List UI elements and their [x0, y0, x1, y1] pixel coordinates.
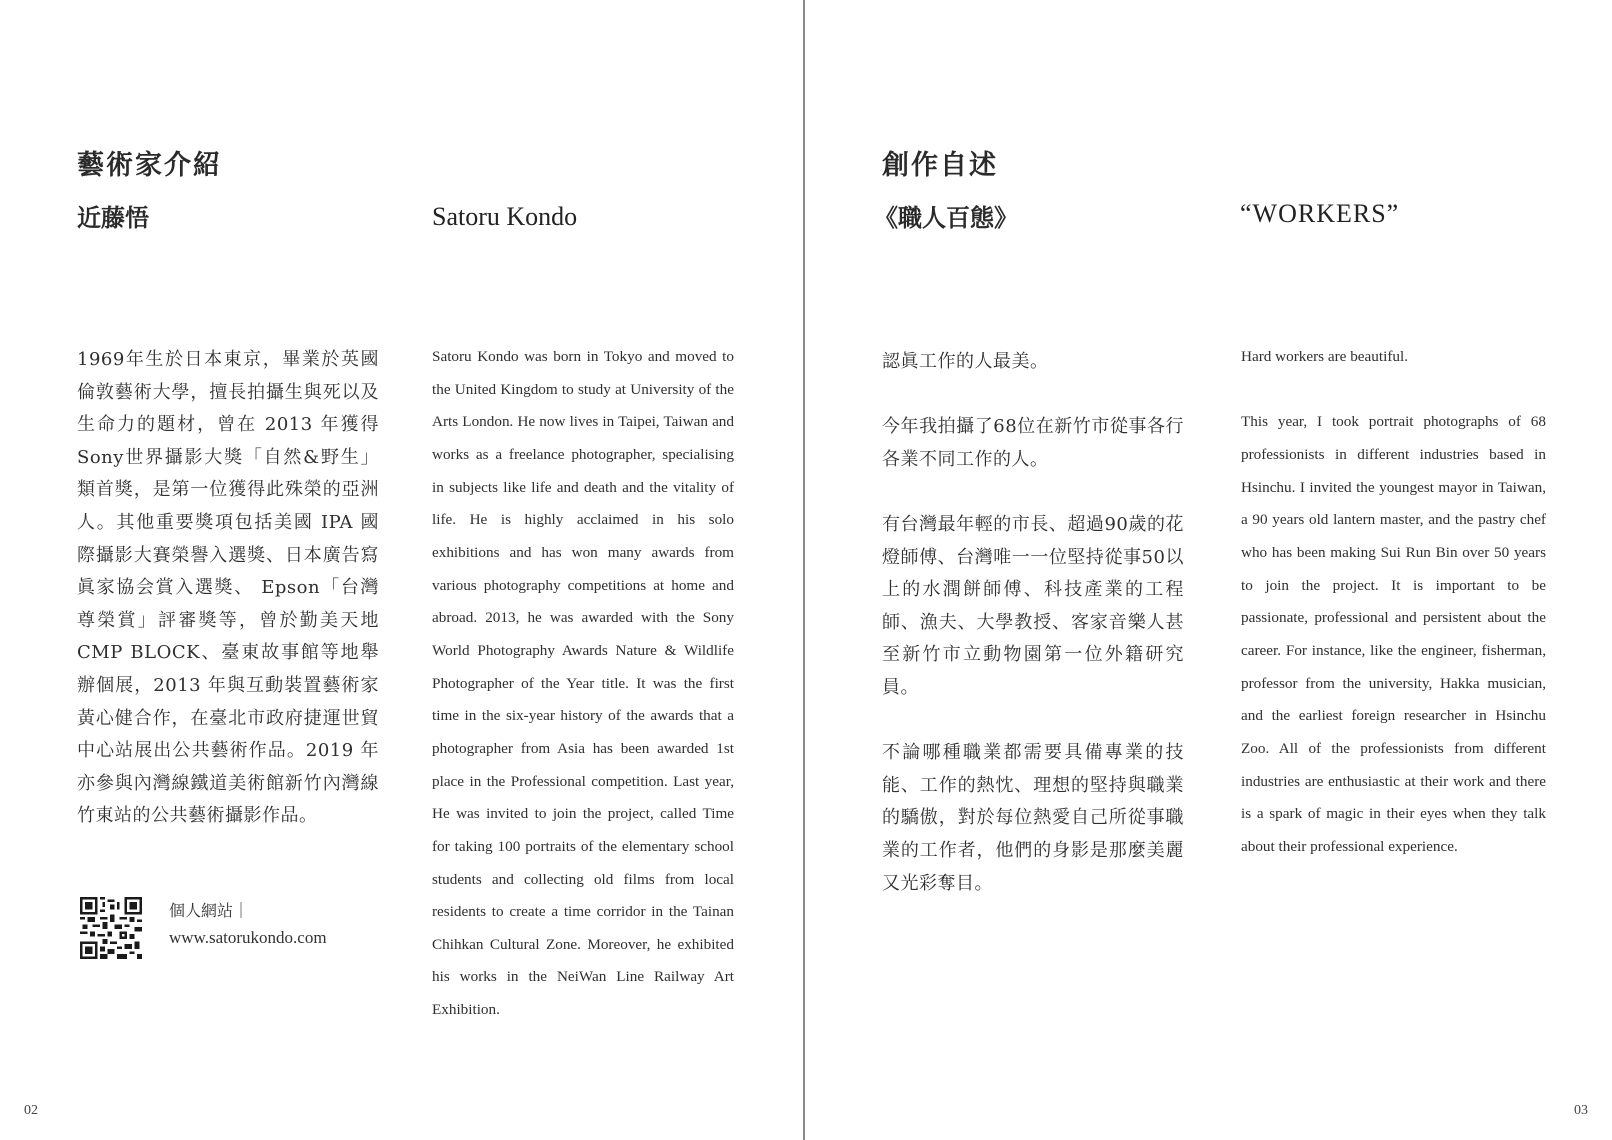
qr-code-icon[interactable]	[80, 897, 142, 959]
statement-zh	[882, 346, 1184, 900]
statement-en-paragraph: This year, I took portrait photographs of 68 professionists in different industries based in Hsinchu. I invited the youngest mayor in Taiwan, a 90 years old lantern master, and the pastry chef who has been making Sui Run Bin over 50 years to join the project. It is important to be passionate, professional and persistent about the career. For instance, like the engineer, fisherman, professor from the university, Hakka musician, and the earliest foreign researcher in Hsinchu Zoo. All of the professionists from different industries are enthusiastic at their work and there is a spark of magic in their eyes when they talk about their professional experience.	[1241, 413, 1546, 855]
artist-name-zh: 近藤悟	[77, 203, 149, 232]
section-title-statement: 創作自述	[882, 150, 998, 181]
statement-zh-paragraph: 今年我拍攝了68位在新竹市從事各行各業不同工作的人。	[882, 416, 1184, 470]
page-number-right: 03	[1574, 1103, 1588, 1118]
work-title-zh: 《職人百態》	[874, 203, 1018, 232]
work-title-en: “WORKERS”	[1240, 199, 1400, 228]
page-number-left: 02	[24, 1103, 38, 1118]
statement-zh-paragraph: 不論哪種職業都需要具備專業的技能、工作的熱忱、理想的堅持與職業的驕傲，對於每位熱愛自己所從事職業的工作者，他們的身影是那麼美麗又光彩奪目。	[882, 742, 1184, 894]
statement-en-paragraph: Hard workers are beautiful.	[1241, 348, 1408, 365]
page-spine	[803, 0, 805, 1140]
website-label: 個人網站｜	[169, 901, 250, 920]
statement-zh-paragraph: 認眞工作的人最美。	[882, 351, 1049, 372]
left-page	[0, 0, 803, 1140]
right-page	[806, 0, 1612, 1140]
statement-en	[1241, 341, 1546, 863]
artist-bio-en: Satoru Kondo was born in Tokyo and moved to the United Kingdom to study at University of the Arts London. He now lives in Taipei, Taiwan and works as a freelance photographer, specialising in subjects like life and death and the vitality of life. He is highly acclaimed in his solo exhibitions and has won many awards from various photography competitions at home and abroad. 2013, he was awarded with the Sony World Photography Awards Nature & Wildlife Photographer of the Year title. It was the first time in the six-year history of the awards that a photographer from Asia has been awarded 1st place in the Professional competition. Last year, He was invited to join the project, called Time for taking 100 portraits of the elementary school students and collecting old films from local residents to create a time corridor in the Tainan Chihkan Cultural Zone. Moreover, he exhibited his works in the NeiWan Line Railway Art Exhibition.	[432, 348, 734, 1019]
section-title-artist: 藝術家介紹	[77, 150, 222, 181]
website-url[interactable]: www.satorukondo.com	[169, 928, 327, 947]
statement-zh-paragraph: 有台灣最年輕的市長、超過90歲的花燈師傅、台灣唯一一位堅持從事50以上的水潤餅師傅、科技產業的工程師、漁夫、大學教授、客家音樂人甚至新竹市立動物園第一位外籍研究員。	[882, 513, 1184, 698]
artist-bio-zh: 1969年生於日本東京，畢業於英國倫敦藝術大學，擅長拍攝生與死以及生命力的題材，曾在 2013 年獲得Sony世界攝影大獎「自然&野生」類首獎，是第一位獲得此殊榮的亞洲人。其他重要獎項包括美國 IPA 國際攝影大賽榮譽入選獎、日本廣告寫眞家協会賞入選獎、 Epson「台灣尊榮賞」評審獎等，曾於勤美天地 CMP BLOCK、臺東故事館等地舉辦個展，2013 年與互動裝置藝術家黃心健合作，在臺北市政府捷運世貿中心站展出公共藝術作品。2019 年亦參與內灣線鐵道美術館新竹內灣線竹東站的公共藝術攝影作品。	[77, 349, 379, 827]
artist-name-en: Satoru Kondo	[432, 202, 578, 231]
